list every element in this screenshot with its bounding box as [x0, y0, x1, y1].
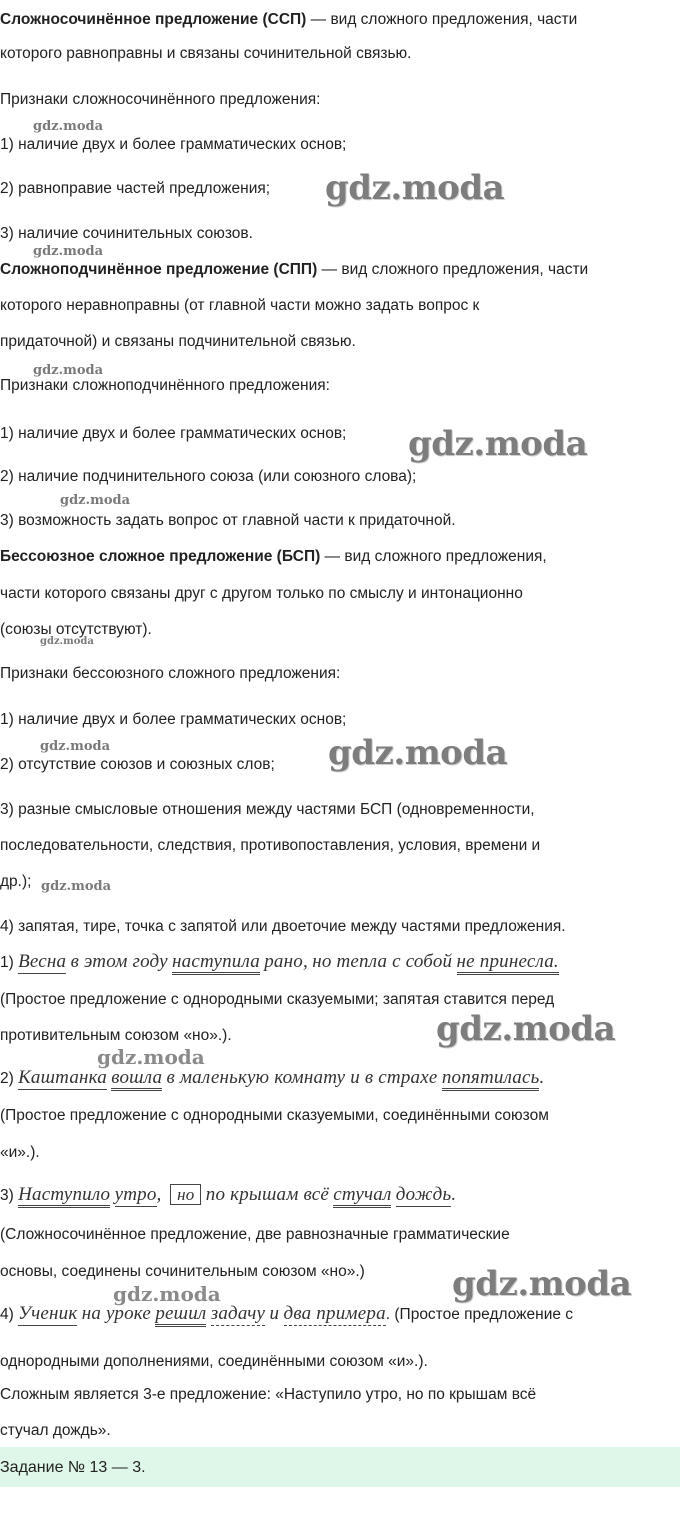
example-3-predicate-2: стучал [333, 1184, 391, 1208]
example-2-note-line-1: (Простое предложение с однородными сказуемыми, соединёнными союзом [0, 1107, 549, 1124]
spp-sign-2: 2) наличие подчинительного союза (или союзного слова); [0, 468, 417, 485]
example-3-predicate-1: Наступило [18, 1184, 110, 1208]
example-4-number: 4) [0, 1306, 14, 1323]
example-3-conjunction-box: но [170, 1184, 201, 1205]
spp-term: Сложноподчинённое предложение (СПП) [0, 261, 318, 278]
watermark-logo: gdz.moda [40, 636, 94, 647]
example-1-note-line-2: противительным союзом «но».). [0, 1027, 232, 1044]
watermark-logo: gdz.moda [436, 1009, 616, 1049]
watermark-logo: gdz.moda [33, 119, 104, 134]
answer-text: Задание № 13 — 3. [0, 1459, 146, 1476]
example-1-predicate-2: не принесла. [457, 951, 559, 975]
ssp-term: Сложносочинённое предложение (ССП) [0, 11, 307, 28]
bsp-definition-line-1: Бессоюзное сложное предложение (БСП) — вид сложного предложения, [0, 548, 547, 565]
example-2-number: 2) [0, 1070, 14, 1087]
watermark-logo: gdz.moda [33, 244, 104, 259]
example-3-note-line-2: основы, соединены сочинительным союзом «но».) [0, 1263, 365, 1280]
ssp-signs-title: Признаки сложносочинённого предложения: [0, 91, 321, 108]
example-3-note-line-1: (Сложносочинённое предложение, две равнозначные грамматические [0, 1226, 510, 1243]
ssp-definition-line-1: Сложносочинённое предложение (ССП) — вид сложного предложения, части [0, 11, 578, 28]
bsp-sign-3-line-3: др.); [0, 873, 32, 890]
bsp-sign-4: 4) запятая, тире, точка с запятой или двоеточие между частями предложения. [0, 918, 566, 935]
example-2-note-line-2: «и».). [0, 1144, 40, 1161]
example-3-number: 3) [0, 1187, 14, 1204]
example-4-predicate: решил [155, 1303, 206, 1327]
conclusion-line-1: Сложным является 3-е предложение: «Наступило утро, но по крышам всё [0, 1386, 537, 1403]
watermark-logo: gdz.moda [60, 493, 131, 508]
bsp-sign-2: 2) отсутствие союзов и союзных слов; [0, 756, 275, 773]
example-4-object-2: два примера [283, 1303, 386, 1324]
spp-sign-3: 3) возможность задать вопрос от главной части к придаточной. [0, 512, 456, 529]
example-1-subject: Весна [18, 951, 67, 972]
watermark-logo: gdz.moda [41, 879, 112, 894]
ssp-sign-2: 2) равноправие частей предложения; [0, 180, 271, 197]
bsp-sign-1: 1) наличие двух и более грамматических основ; [0, 711, 347, 728]
spp-definition-line-1: Сложноподчинённое предложение (СПП) — вид сложного предложения, части [0, 261, 589, 278]
watermark-logo: gdz.moda [408, 424, 588, 464]
example-2-predicate-2: попятилась [442, 1067, 540, 1091]
example-4-object-1: задачу [210, 1303, 266, 1324]
watermark-logo: gdz.moda [325, 168, 505, 208]
example-1-predicate-1: наступила [172, 951, 260, 975]
bsp-sign-3-line-2: последовательности, следствия, противопоставления, условия, времени и [0, 837, 541, 854]
conclusion-line-2: стучал дождь». [0, 1422, 111, 1439]
example-4-subject: Ученик [18, 1303, 78, 1324]
example-2-sentence: 2) Каштанка вошла в маленькую комнату и в страхе попятилась. [0, 1068, 544, 1089]
example-4-sentence: 4) Ученик на уроке решил задачу и два примера. (Простое предложение с [0, 1304, 573, 1325]
watermark-logo: gdz.moda [97, 1045, 205, 1069]
spp-sign-1: 1) наличие двух и более грамматических основ; [0, 425, 347, 442]
example-1-note-line-1: (Простое предложение с однородными сказуемыми; запятая ставится перед [0, 991, 555, 1008]
watermark-logo: gdz.moda [33, 363, 104, 378]
example-2-subject: Каштанка [18, 1067, 107, 1088]
example-2-predicate-1: вошла [111, 1067, 162, 1091]
example-4-note: однородными дополнениями, соединёнными союзом «и».). [0, 1353, 428, 1370]
spp-definition-line-3: придаточной) и связаны подчинительной связью. [0, 333, 356, 350]
example-1-sentence: 1) Весна в этом году наступила рано, но тепла с собой не принесла. [0, 952, 559, 973]
watermark-logo: gdz.moda [328, 733, 508, 773]
example-3-subject-1: утро [114, 1184, 157, 1205]
watermark-logo: gdz.moda [113, 1282, 221, 1306]
example-3-subject-2: дождь [395, 1184, 452, 1205]
watermark-logo: gdz.moda [452, 1264, 632, 1304]
bsp-definition-line-2: части которого связаны друг с другом только по смыслу и интонационно [0, 585, 523, 602]
spp-signs-title: Признаки сложноподчинённого предложения: [0, 377, 330, 394]
spp-definition-line-2: которого неравноправны (от главной части можно задать вопрос к [0, 297, 480, 314]
bsp-sign-3-line-1: 3) разные смысловые отношения между частями БСП (одновременности, [0, 801, 535, 818]
bsp-term: Бессоюзное сложное предложение (БСП) [0, 548, 321, 565]
bsp-signs-title: Признаки бессоюзного сложного предложения: [0, 665, 341, 682]
bsp-definition-line-3: (союзы отсутствуют). [0, 621, 152, 638]
watermark-logo: gdz.moda [40, 739, 111, 754]
ssp-definition-line-2: которого равноправны и связаны сочинительной связью. [0, 45, 412, 62]
example-3-sentence: 3) Наступило утро, но по крышам всё стучал дождь. [0, 1185, 456, 1206]
ssp-sign-1: 1) наличие двух и более грамматических основ; [0, 136, 347, 153]
example-1-number: 1) [0, 954, 14, 971]
ssp-sign-3: 3) наличие сочинительных союзов. [0, 225, 253, 242]
